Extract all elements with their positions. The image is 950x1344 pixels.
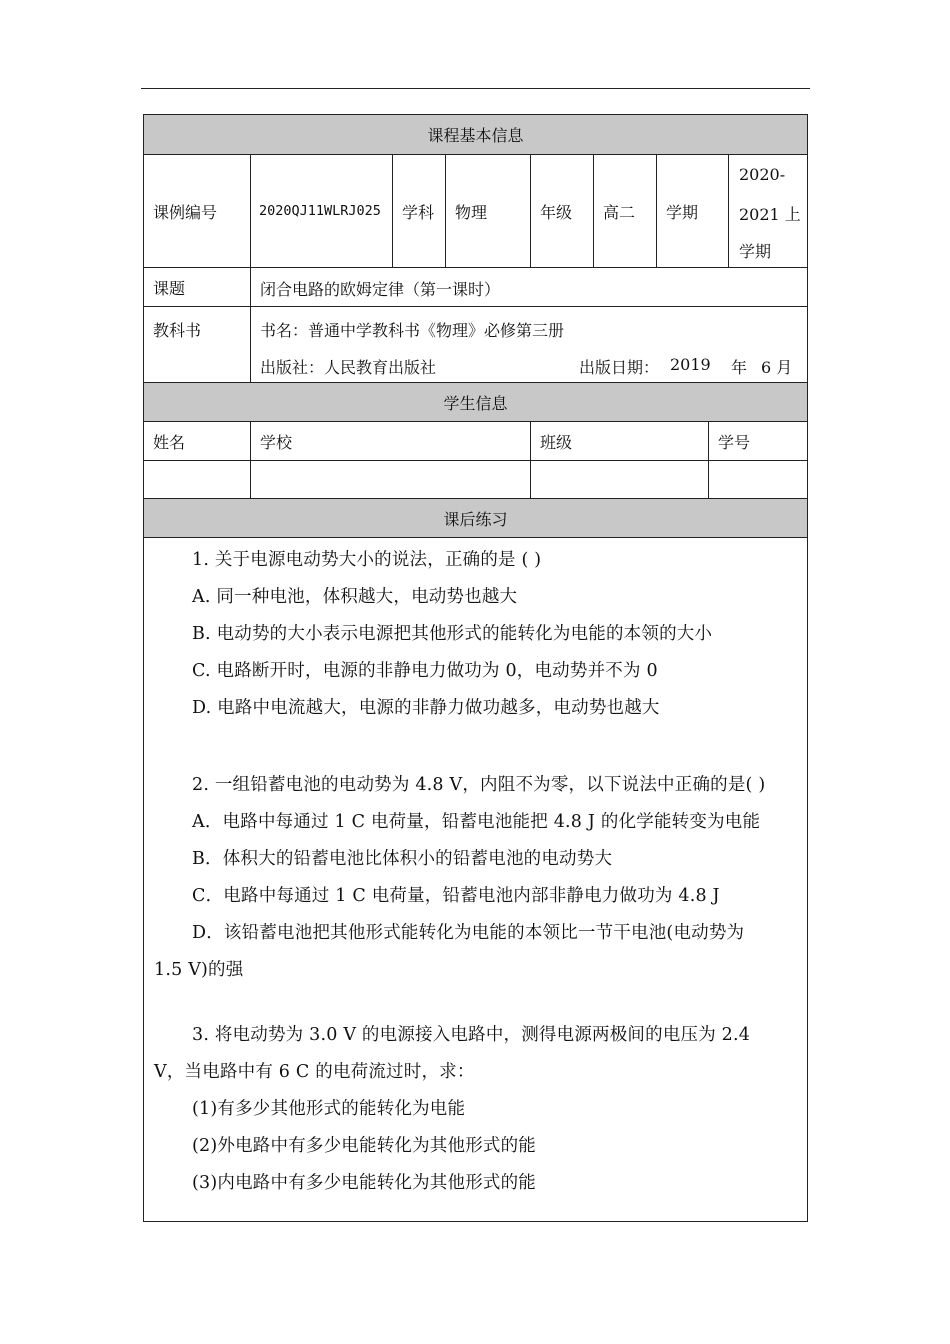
q1-stem: 1. 关于电源电动势大小的说法，正确的是 ( ): [192, 550, 542, 570]
term-value-line1: 2020-: [739, 165, 786, 184]
term-value-line3: 学期: [739, 242, 772, 261]
q1-option-a: A. 同一种电池，体积越大，电动势也越大: [192, 587, 518, 607]
school-label: 学校: [251, 422, 531, 460]
course-id-label: 课例编号: [144, 155, 251, 267]
q2-option-a: A．电路中每通过 1 C 电荷量，铅蓄电池能把 4.8 J 的化学能转变为电能: [192, 812, 761, 832]
textbook-row: [144, 307, 807, 382]
q2-option-b: B．体积大的铅蓄电池比体积小的铅蓄电池的电动势大: [192, 849, 613, 869]
q2-option-c: C．电路中每通过 1 C 电荷量，铅蓄电池内部非静电力做功为 4.8 J: [192, 886, 720, 906]
q3-part-3: (3)内电路中有多少电能转化为其他形式的能: [192, 1173, 536, 1193]
course-info-title: 课程基本信息: [427, 126, 524, 145]
grade-label: 年级: [531, 155, 594, 267]
q3-stem-line1: 3. 将电动势为 3.0 V 的电源接入电路中，测得电源两极间的电压为 2.4: [192, 1025, 751, 1045]
topic-label: 课题: [144, 268, 251, 306]
course-info-row: [144, 155, 807, 267]
q3-stem-line2: V，当电路中有 6 C 的电荷流过时，求：: [154, 1062, 475, 1082]
q2-option-d-line1: D．该铅蓄电池把其他形式能转化为电能的本领比一节干电池(电动势为: [192, 923, 745, 943]
school-value[interactable]: [251, 461, 531, 498]
student-info-header: [144, 383, 807, 421]
course-info-header: [144, 115, 807, 154]
course-id-value: 2020QJ11WLRJ025: [251, 155, 393, 267]
term-value-line2: 2021 上: [739, 205, 801, 224]
q1-option-c: C. 电路断开时，电源的非静电力做功为 0，电动势并不为 0: [192, 661, 658, 681]
textbook-label-cell: [144, 307, 251, 382]
pub-year: 2019: [670, 355, 711, 374]
lesson-table: [143, 114, 808, 1222]
student-number-value[interactable]: [709, 461, 807, 498]
q1-option-b: B. 电动势的大小表示电源把其他形式的能转化为电能的本领的大小: [192, 624, 713, 644]
term-value: [729, 155, 807, 267]
student-number-label: 学号: [718, 432, 751, 452]
name-label: 姓名: [144, 422, 251, 460]
topic-value: 闭合电路的欧姆定律（第一课时）: [260, 280, 501, 299]
pub-date-label: 出版日期：: [579, 358, 660, 377]
subject-label: 学科: [393, 155, 446, 267]
class-label: 班级: [531, 422, 709, 460]
term-label: 学期: [657, 155, 729, 267]
q2-stem: 2. 一组铅蓄电池的电动势为 4.8 V，内阻不为零，以下说法中正确的是( ): [192, 775, 766, 795]
exercise-content: [144, 538, 807, 1218]
publisher: 出版社：人民教育出版社: [260, 358, 437, 377]
book-name: 书名：普通中学教科书《物理》必修第三册: [260, 321, 565, 340]
name-value[interactable]: [144, 461, 251, 498]
student-label-row: [144, 422, 807, 460]
exercise-header: [144, 499, 807, 537]
q3-part-2: (2)外电路中有多少电能转化为其他形式的能: [192, 1136, 536, 1156]
textbook-label: 教科书: [153, 321, 202, 340]
q1-option-d: D. 电路中电流越大，电源的非静力做功越多，电动势也越大: [192, 698, 660, 718]
topic-row: [144, 268, 807, 306]
class-value[interactable]: [531, 461, 709, 498]
pub-month: 6 月: [761, 358, 793, 377]
pub-year-unit: 年: [731, 358, 748, 377]
grade-value: 高二: [594, 155, 657, 267]
q2-option-d-line2: 1.5 V)的强: [154, 960, 244, 980]
exercise-title: 课后练习: [443, 509, 508, 529]
student-value-row: [144, 461, 807, 498]
subject-value: 物理: [446, 155, 531, 267]
q3-part-1: (1)有多少其他形式的能转化为电能: [192, 1099, 466, 1119]
top-rule: [141, 88, 810, 89]
student-info-title: 学生信息: [443, 393, 508, 413]
